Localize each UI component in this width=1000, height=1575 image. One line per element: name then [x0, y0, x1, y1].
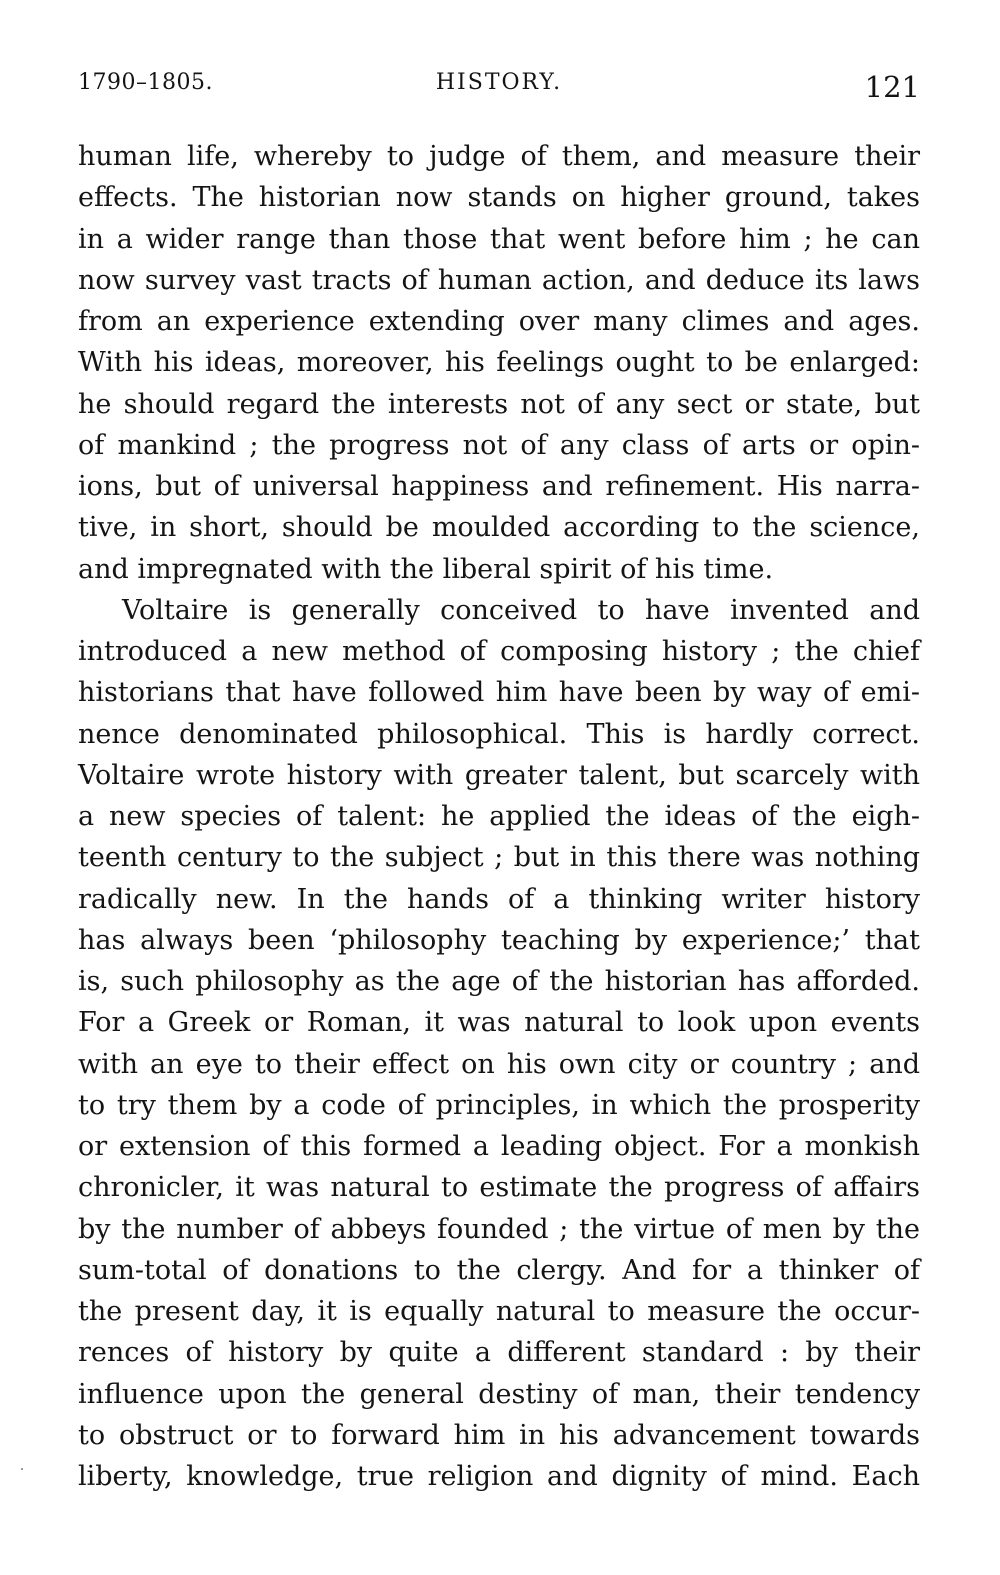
text-line: sum-total of donations to the clergy. And for a thinker of: [78, 1254, 920, 1286]
text-line: a new species of talent: he applied the ideas of the eigh-: [78, 801, 920, 832]
paragraph-start-line: Voltaire is generally conceived to have invented and: [122, 594, 920, 626]
text-line: ions, but of universal happiness and refinement. His narra-: [78, 471, 920, 502]
text-line: chronicler, it was natural to estimate the progress of affairs: [78, 1172, 920, 1204]
paper-speck: [21, 1468, 23, 1470]
text-line: liberty, knowledge, true religion and dignity of mind. Each: [78, 1461, 920, 1492]
text-line: or extension of this formed a leading object. For a monkish: [78, 1131, 920, 1162]
text-line: For a Greek or Roman, it was natural to look upon events: [78, 1007, 920, 1039]
text-line: nence denominated philosophical. This is hardly correct.: [78, 718, 920, 750]
text-line: influence upon the general destiny of man, their tendency: [78, 1378, 920, 1410]
text-line: historians that have followed him have been by way of emi-: [78, 677, 920, 709]
text-line: tive, in short, should be moulded according to the science,: [78, 512, 920, 544]
running-head: [78, 70, 920, 110]
text-line: introduced a new method of composing history ; the chief: [78, 636, 920, 667]
text-line: teenth century to the subject ; but in this there was nothing: [78, 842, 920, 874]
text-line: with an eye to their effect on his own city or country ; and: [78, 1048, 920, 1080]
text-line: the present day, it is equally natural to measure the occur-: [78, 1296, 920, 1327]
text-line: effects. The historian now stands on higher ground, takes: [78, 182, 920, 214]
text-line: rences of history by quite a different standard : by their: [78, 1337, 920, 1369]
text-line: and impregnated with the liberal spirit of his time.: [78, 553, 774, 585]
text-line: in a wider range than those that went before him ; he can: [78, 223, 920, 255]
text-line: to try them by a code of principles, in which the prosperity: [78, 1089, 920, 1121]
text-line: to obstruct or to forward him in his advancement towards: [78, 1419, 920, 1451]
text-line: he should regard the interests not of any sect or state, but: [78, 388, 920, 420]
text-line: has always been ‘philosophy teaching by experience;’ that: [78, 924, 920, 956]
text-line: now survey vast tracts of human action, and deduce its laws: [78, 264, 920, 296]
text-line: radically new. In the hands of a thinking writer history: [78, 883, 920, 915]
page-number: 121: [864, 70, 920, 104]
text-line: is, such philosophy as the age of the historian has afforded.: [78, 966, 920, 997]
text-line: With his ideas, moreover, his feelings ought to be enlarged:: [78, 347, 920, 379]
header-title: HISTORY.: [435, 70, 563, 95]
body-text: [78, 136, 920, 1497]
text-line: by the number of abbeys founded ; the virtue of men by the: [78, 1213, 920, 1245]
text-line: from an experience extending over many climes and ages.: [78, 306, 920, 337]
header-dates: 1790–1805.: [78, 70, 213, 95]
text-line: Voltaire wrote history with greater talent, but scarcely with: [78, 759, 920, 791]
text-line: human life, whereby to judge of them, and measure their: [78, 141, 920, 172]
text-line: of mankind ; the progress not of any class of arts or opin-: [78, 429, 920, 461]
